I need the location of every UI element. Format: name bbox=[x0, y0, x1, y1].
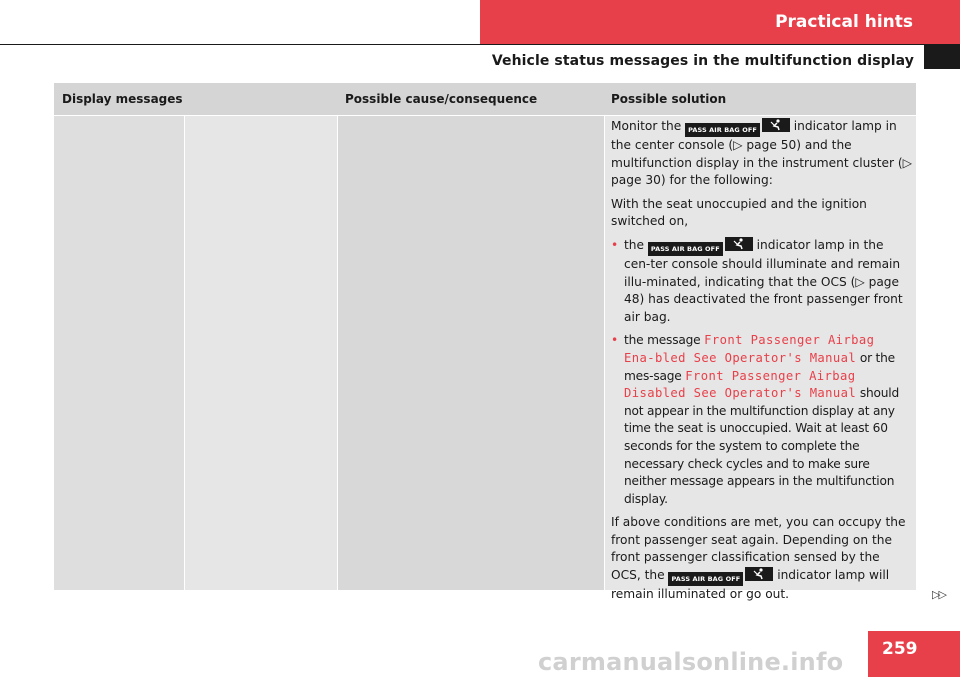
solution-paragraph-2: With the seat unoccupied and the ignition switched on, bbox=[611, 196, 867, 229]
possible-cause-cell bbox=[338, 116, 604, 590]
corner-block bbox=[924, 45, 960, 69]
bullet-item-lamp bbox=[611, 237, 913, 326]
bullet-dot: • bbox=[611, 237, 619, 252]
header-display-messages: Display messages bbox=[62, 92, 183, 106]
display-message-enabled: Front Passenger Airbag Ena-bled See Operator's Manual bbox=[624, 333, 875, 365]
text-segment: indicator lamp in the center console (▷ page 50) and the multifunction display in the instrument cluster (▷ page 30) for the following: bbox=[611, 119, 912, 188]
continue-arrows-icon: ▷▷ bbox=[932, 588, 945, 601]
solution-paragraph-3 bbox=[611, 514, 913, 603]
text-segment: If above conditions are met, you can occupy the front passenger seat again. Depending on the front passenger classification sensed by the OCS, the bbox=[611, 515, 906, 583]
header-possible-solution: Possible solution bbox=[611, 92, 727, 106]
text-segment: Monitor the bbox=[611, 119, 682, 133]
table-header-row bbox=[54, 83, 916, 115]
text-segment: indicator lamp in the cen-ter console should illuminate and remain illu-minated, indicating that the OCS (▷ page 48) has deactivated the front passenger front air bag. bbox=[624, 237, 903, 324]
text-segment: should not appear in the multifunction display at any time the seat is unoccupied. Wait at least 60 seconds for the system to complete the necessary check cycles and to make sure neither message appears in the multifunction display. bbox=[624, 386, 899, 506]
solution-paragraph-1 bbox=[611, 118, 913, 190]
pass-air-bag-off-lamp-icon: PASS AIR BAG OFF bbox=[668, 572, 743, 586]
page-subtitle: Vehicle status messages in the multifunction display bbox=[491, 53, 914, 69]
seat-occupant-airbag-icon bbox=[745, 567, 773, 581]
pass-air-bag-off-lamp-icon: PASS AIR BAG OFF bbox=[685, 123, 760, 137]
seat-occupant-airbag-icon bbox=[762, 118, 790, 132]
display-message-cell bbox=[54, 116, 184, 590]
header-rule bbox=[0, 44, 960, 45]
header-possible-cause: Possible cause/consequence bbox=[345, 92, 538, 106]
seat-occupant-airbag-icon bbox=[725, 237, 753, 251]
watermark: carmanualsonline.info bbox=[538, 648, 844, 676]
text-segment: the bbox=[624, 237, 645, 252]
solution-text bbox=[611, 118, 913, 610]
text-segment: the message bbox=[624, 333, 701, 348]
page-number: 259 bbox=[868, 631, 960, 677]
pass-air-bag-off-lamp-icon: PASS AIR BAG OFF bbox=[648, 242, 723, 256]
display-message-subcell bbox=[185, 116, 337, 590]
bullet-item-message bbox=[611, 332, 913, 508]
text-segment: indicator lamp will remain illuminated or go out. bbox=[611, 568, 890, 602]
bullet-dot: • bbox=[611, 333, 618, 348]
section-title: Practical hints bbox=[775, 12, 913, 32]
section-tab bbox=[480, 0, 960, 45]
text-segment: or the mes-sage bbox=[624, 350, 895, 383]
display-message-disabled: Front Passenger Airbag Disabled See Operator's Manual bbox=[624, 368, 857, 401]
